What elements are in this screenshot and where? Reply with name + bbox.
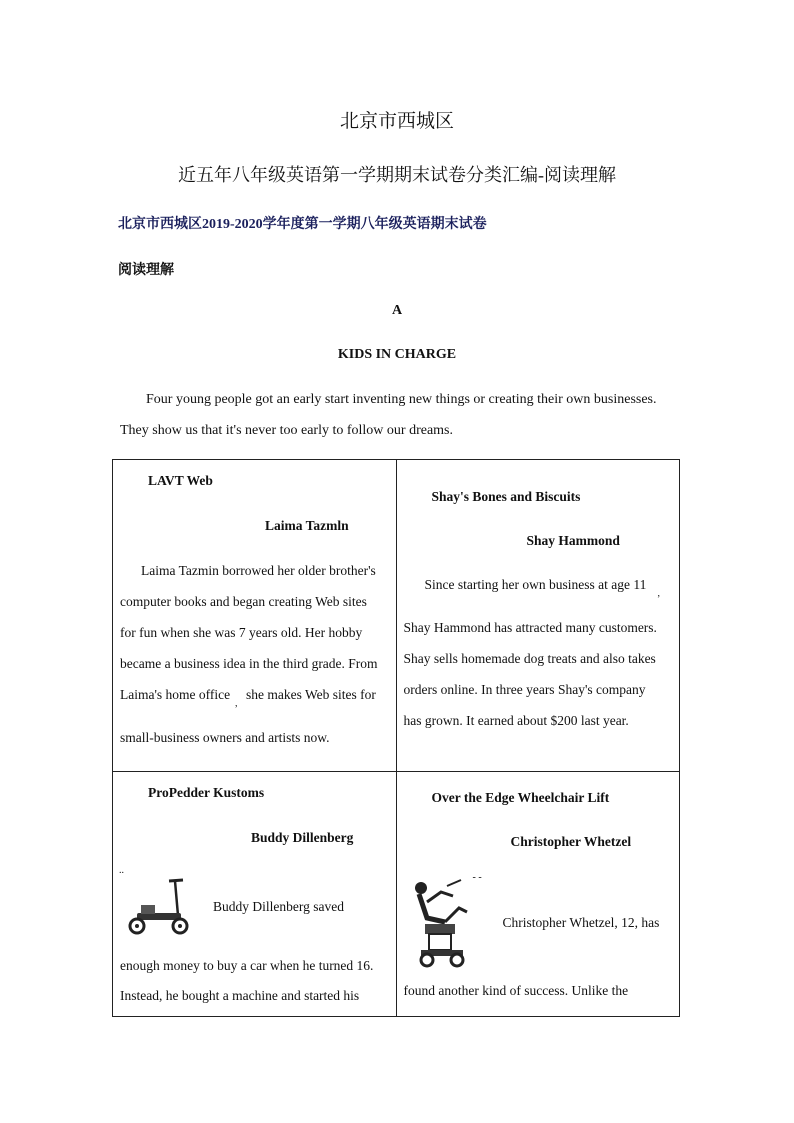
card-heading: Over the Edge Wheelchair Lift — [431, 790, 610, 805]
wheelchair-icon — [407, 878, 477, 968]
card-person-name: Buddy Dillenberg — [251, 830, 354, 845]
section-label: 阅读理解 — [118, 263, 174, 278]
passage-letter: A — [391, 303, 403, 318]
card-person-name: Shay Hammond — [526, 533, 620, 548]
exam-heading: 北京市西城区2019-2020学年度第一学期八年级英语期末试卷 — [118, 217, 487, 232]
card-text-line: Laima's home office — [120, 687, 231, 702]
comma-mark: , — [657, 588, 660, 599]
card-text-line: Shay sells homemade dog treats and also takes — [403, 651, 656, 666]
card-text-line: for fun when she was 7 years old. Her hobby — [120, 625, 363, 640]
page-title: 北京市西城区 — [339, 111, 454, 132]
card-text-line: small-business owners and artists now. — [120, 730, 330, 745]
card-heading: LAVT Web — [148, 473, 213, 488]
kids-table — [112, 459, 680, 1017]
stray-mark: - - — [472, 872, 482, 883]
document-subtitle: 近五年八年级英语第一学期期末试卷分类汇编-阅读理解 — [178, 165, 616, 185]
card-text-line: Christopher Whetzel, 12, has — [502, 915, 660, 930]
card-over-the-edge — [396, 772, 680, 1017]
comma-mark: , — [235, 698, 238, 709]
card-shays-bones — [396, 460, 680, 772]
intro-line-1: Four young people got an early start inventing new things or creating their own businesses. — [146, 392, 657, 407]
card-propedder — [113, 772, 397, 1017]
card-person-name: Christopher Whetzel — [510, 834, 632, 849]
passage-title: KIDS IN CHARGE — [337, 347, 457, 362]
intro-line-2: They show us that it's never too early to follow our dreams. — [120, 423, 454, 438]
card-text-line: Shay Hammond has attracted many customers. — [403, 620, 657, 635]
card-person-name: Laima Tazmln — [265, 518, 349, 533]
card-text-line: orders online. In three years Shay's company — [403, 682, 646, 697]
stray-mark: .. — [119, 865, 124, 876]
card-text-line: Laima Tazmin borrowed her older brother's — [141, 563, 376, 578]
card-text-line: found another kind of success. Unlike the — [403, 983, 629, 998]
card-text-line: Buddy Dillenberg saved — [213, 899, 344, 914]
card-heading: ProPedder Kustoms — [148, 785, 265, 800]
scooter-icon — [123, 875, 193, 937]
card-heading: Shay's Bones and Biscuits — [431, 489, 581, 504]
card-text-line: has grown. It earned about $200 last year. — [403, 713, 629, 728]
card-lavt-web — [113, 460, 397, 772]
card-text-line: enough money to buy a car when he turned 16. — [120, 958, 374, 973]
card-text-line: she makes Web sites for — [246, 687, 376, 702]
card-text-line: computer books and began creating Web sites — [120, 594, 367, 609]
card-text-line: became a business idea in the third grade. From — [120, 656, 378, 671]
card-text-line: Instead, he bought a machine and started his — [120, 988, 360, 1003]
card-text-line: Since starting her own business at age 11 — [424, 577, 647, 592]
